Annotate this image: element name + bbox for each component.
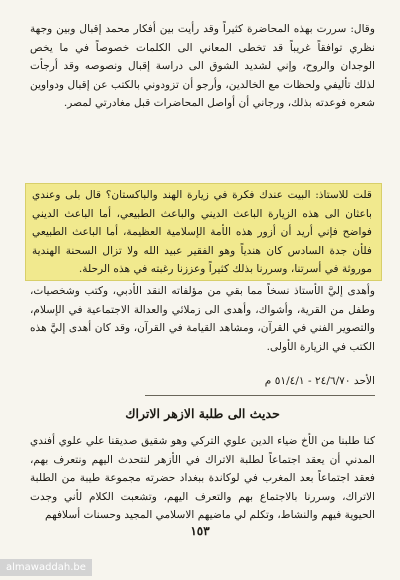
separator-rule: [145, 395, 375, 396]
paragraph-3: وأهدى إليَّ الأستاذ نسخاً مما بقي من مؤلفاته النقد الأدبي، وكتب وشخصيات، وطفل من القرية، وأشواك، وأهدى الى زملائي والعدالة الاجتماعية في الإسلام، والتصوير الفني في القرآن، ومشاهد القيامة في القرآن، وقد كان أهدى إليَّ هذه الكتب في الزيارة الأولى.: [30, 285, 375, 353]
paragraph-1: وقال: سررت بهذه المحاضرة كثيراً وقد رأيت بين أفكار محمد إقبال وبين وجهة نظري توافقاً غريباً قد تخطى المعاني الى الكلمات خصوصاً في ما يخص الوجدان والروح، وإني لشديد الشوق الى دراسة إقبال ونصوصه وقد أرجأت لذلك تأليفي ولحظات مع الخالدين، وأرجو أن تزودوني بالكتب عن إقبال ودواوين شعره فوعدته بذلك، ورجاني أن أواصل المحاضرات قبل مغادرتي لمصر.: [30, 23, 375, 109]
section-heading: حديث الى طلبة الازهر الاتراك: [125, 406, 280, 421]
paragraph-2-highlighted: قلت للاستاذ: البيت عندك فكرة في زيارة الهند والباكستان؟ قال بلى وعندي باعثان الى هذه الزيارة الباعث الديني والباعث الطبيعي، أما الباعث الديني فواضح فإني أريد أن أزور هذه الأمة الإسلامية العظيمة، أما الباعث الطبيعي فلأن جدة السادس كان هندياً وهو الفقير عبيد الله ولا تزال السحنة الهندية موروثة في أسرتنا، وسررنا بذلك كثيراً وعززنا رغبته في هذه الرحلة.: [32, 189, 372, 275]
page-number: ١٥٣: [190, 524, 210, 538]
watermark-label: almawaddah.be: [0, 559, 92, 576]
paragraph-4: كنا طلبنا من الأخ ضياء الدين علوي التركي وهو شقيق صديقنا علي علوي أفندي المدني أن يعقد اجتماعاً لطلبة الاتراك في الأزهر لنتحدث اليهم ونتعرف بهم، فعقد اجتماعاً بعد المغرب في لوكاندة ببغداد حضرته مجموعة طيبة من الطلبة الاتراك، وسررنا بالاجتماع بهم والتعرف اليهم، وتشعبت الكلام لأني وجدت الحيوية فيهم والنشاط، وتكلم لي ماضيهم الاسلامي المجيد وحسنات أسلافهم: [30, 435, 375, 521]
date-line: الأحد ٢٤/٦/٧٠ - ٥١/٤/١ م: [264, 375, 375, 387]
